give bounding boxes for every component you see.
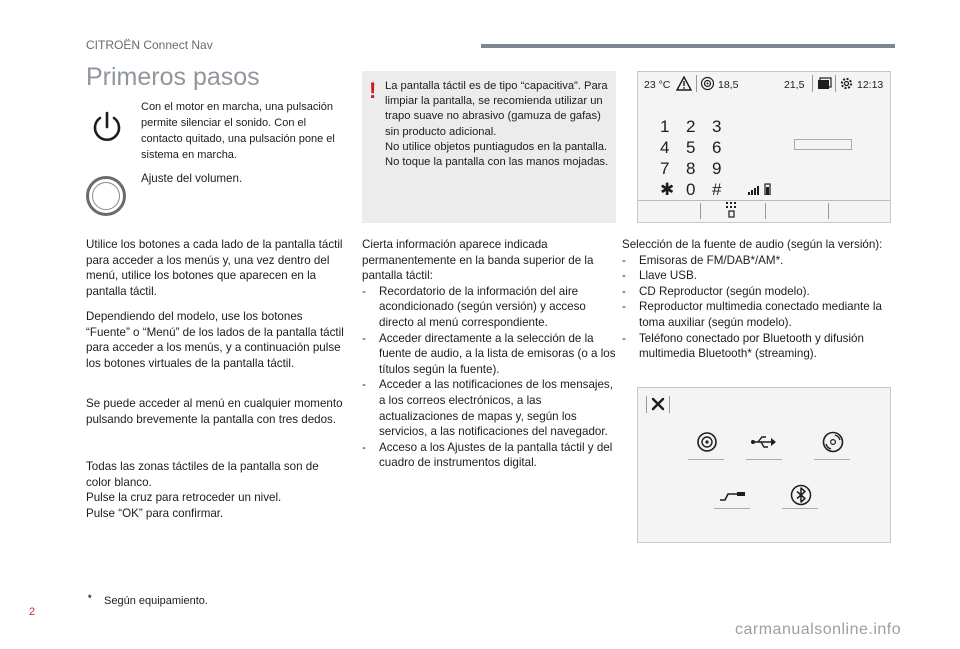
warning-triangle-icon — [676, 76, 692, 96]
watermark: carmanualsonline.info — [735, 621, 902, 638]
close-icon — [651, 397, 665, 416]
key: 1 — [660, 117, 670, 136]
keypad — [660, 116, 738, 200]
page-number: 2 — [29, 606, 36, 618]
list-item: - Recordatorio de la información del aire acondicionado (según versión) y acceso directo al menú correspondiente. — [362, 284, 616, 331]
key: ✱ — [660, 180, 675, 199]
col3-content — [622, 237, 894, 362]
back-cross-line: Pulse la cruz para retroceder un nivel. — [86, 491, 282, 505]
divider — [812, 75, 813, 92]
key: 6 — [712, 138, 722, 157]
power-description: Con el motor en marcha, una pulsación permite silenciar el sonido. Con el contacto quitado, una pulsación pone el sistema en marcha. — [141, 101, 335, 161]
radio-icon — [696, 431, 718, 458]
gear-icon — [839, 76, 854, 96]
divider — [638, 200, 890, 201]
key: 3 — [712, 117, 722, 136]
divider — [782, 508, 818, 509]
usb-icon — [751, 434, 777, 455]
col3-intro: Selección de la fuente de audio (según la versión): — [622, 238, 883, 251]
bluetooth-icon — [790, 484, 812, 511]
footnote-mark: * — [88, 593, 92, 603]
col2-content — [362, 237, 616, 471]
cd-icon — [822, 431, 844, 458]
key: 2 — [686, 117, 696, 136]
divider — [746, 459, 782, 460]
page-title: Primeros pasos — [86, 63, 260, 91]
list-item: - Acceder directamente a la selección de la fuente de audio, a la lista de emisoras (o a los títulos según la fuente). — [362, 331, 616, 378]
clock-time: 12:13 — [857, 79, 884, 91]
key: 7 — [660, 159, 670, 178]
list-item: - Acceso a los Ajustes de la pantalla táctil y del cuadro de instrumentos digital. — [362, 440, 616, 471]
divider — [714, 508, 750, 509]
radio-icon — [700, 76, 715, 96]
warning-icon: ! — [369, 78, 377, 103]
list-item: - CD Reproductor (según modelo). — [622, 284, 894, 300]
volume-description: Ajuste del volumen. — [141, 172, 243, 185]
note-sharp-objects: No utilice objetos puntiagudos en la pantalla. — [385, 140, 608, 153]
divider — [669, 396, 670, 413]
keypad-row — [660, 179, 738, 200]
header-bar — [481, 44, 895, 48]
key: 0 — [686, 180, 696, 199]
touch-zones-line: Todas las zonas táctiles de la pantalla son de color blanco. — [86, 460, 319, 489]
note-cleaning: La pantalla táctil es de tipo “capacitiva”. Para limpiar la pantalla, se recomienda utilizar un trapo suave no abrasivo (gamuza de gafas) sin producto adicional. — [385, 80, 608, 138]
signal-icon — [748, 182, 778, 200]
number-display-field — [794, 139, 852, 150]
left-value: 18,5 — [718, 79, 739, 91]
divider — [814, 459, 850, 460]
dialpad-icon — [726, 202, 738, 223]
messages-icon — [817, 77, 832, 95]
right-value: 21,5 — [784, 79, 805, 91]
divider — [646, 396, 647, 413]
list-item: - Llave USB. — [622, 268, 894, 284]
list-item: - Teléfono conectado por Bluetooth y difusión multimedia Bluetooth* (streaming). — [622, 331, 894, 362]
header-brand: CITROËN Connect Nav — [86, 38, 213, 52]
note-wet-hands: No toque la pantalla con las manos mojadas. — [385, 156, 609, 169]
divider — [828, 203, 829, 219]
audio-source-screen — [637, 387, 891, 543]
divider — [696, 75, 697, 92]
paragraph-three-fingers: Se puede acceder al menú en cualquier momento pulsando brevemente la pantalla con tres dedos. — [86, 397, 343, 426]
keypad-row — [660, 137, 738, 158]
temperature-value: 23 °C — [644, 79, 671, 91]
divider — [835, 75, 836, 92]
paragraph-source-menu: Dependiendo del modelo, use los botones “Fuente” o “Menú” de los lados de la pantalla táctil para acceder a los menús, y a continuación pulse los botones virtuales de la pantalla táctil. — [86, 310, 344, 370]
warning-note-text — [385, 79, 609, 170]
col3-list — [622, 253, 894, 362]
divider — [765, 203, 766, 219]
key: 9 — [712, 159, 722, 178]
col2-list — [362, 284, 616, 471]
keypad-row — [660, 158, 738, 179]
power-icon — [88, 108, 126, 151]
volume-knob-icon — [86, 176, 126, 216]
paragraph-buttons: Utilice los botones a cada lado de la pantalla táctil para acceder a los menús y, una vez dentro del menú, utilice los botones que aparecen en la pantalla táctil. — [86, 238, 343, 298]
touchscreen-illustration — [637, 71, 891, 223]
aux-jack-icon — [719, 489, 747, 508]
col2-intro: Cierta información aparece indicada permanentemente en la banda superior de la pantalla táctil: — [362, 238, 594, 283]
keypad-row — [660, 116, 738, 137]
ok-confirm-line: Pulse “OK” para confirmar. — [86, 506, 224, 520]
divider — [688, 459, 724, 460]
list-item: - Reproductor multimedia conectado mediante la toma auxiliar (según modelo). — [622, 299, 894, 330]
key: 8 — [686, 159, 696, 178]
footnote: Según equipamiento. — [104, 595, 208, 607]
list-item: - Acceder a las notificaciones de los mensajes, a los correos electrónicos, a las actualizaciones de mapas y, según los servicios, a las notificaciones del navegador. — [362, 377, 616, 439]
key: 5 — [686, 138, 696, 157]
list-item: - Emisoras de FM/DAB*/AM*. — [622, 253, 894, 269]
key: # — [712, 180, 722, 199]
key: 4 — [660, 138, 670, 157]
divider — [700, 203, 701, 219]
paragraph-touch-zones — [86, 459, 344, 521]
